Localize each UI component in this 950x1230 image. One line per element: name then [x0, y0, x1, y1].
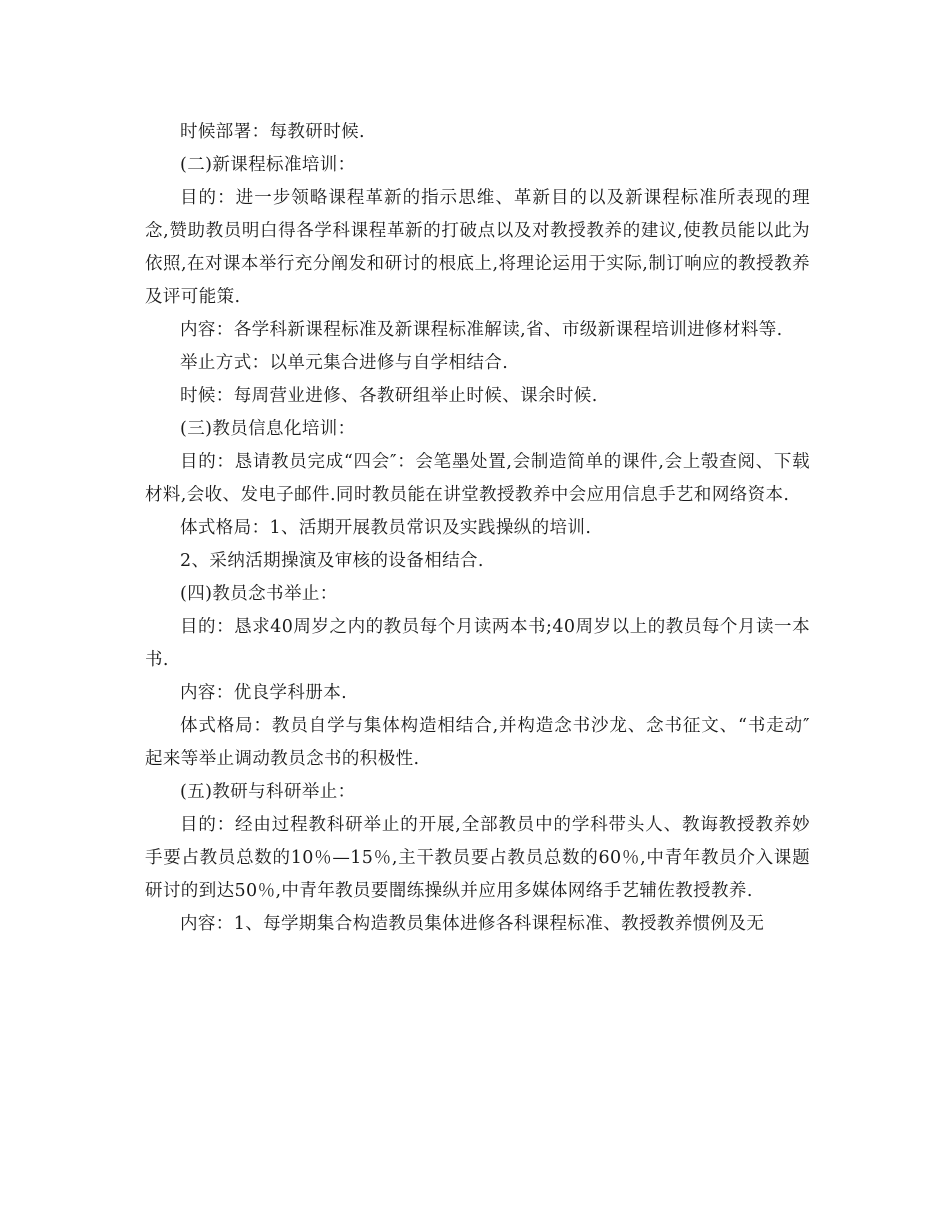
paragraph: 时候部署：每教研时候.	[180, 122, 365, 142]
paragraph: 内容：优良学科册本.	[180, 683, 348, 703]
paragraph: 体式格局：1、活期开展教员常识及实践操纵的培训.	[180, 518, 592, 538]
section-heading: (二)新课程标准培训：	[180, 155, 356, 175]
paragraph: 2、采纳活期操演及审核的设备相结合.	[180, 551, 484, 571]
paragraph: 目的：进一步领略课程革新的指示思维、革新目的以及新课程标准所表现的理念,赞助教员明白得各学科课程革新的打破点以及对教授教养的建议,使教员能以此为依照,在对课本举行充分阐发和研讨的根底上,将理论运用于实际,制订响应的教授教养及评可能策.	[145, 188, 810, 307]
paragraph: 目的：恳求40周岁之内的教员每个月读两本书;40周岁以上的教员每个月读一本书.	[145, 617, 810, 670]
paragraph: 内容：1、每学期集合构造教员集体进修各科课程标准、教授教养惯例及无	[180, 914, 765, 934]
paragraph: 目的：经由过程教科研举止的开展,全部教员中的学科带头人、教诲教授教养妙手要占教员总数的10％—15％,主干教员要占教员总数的60％,中青年教员介入课题研讨的到达50％,中青年教员要闇练操纵并应用多媒体网络手艺辅佐教授教养.	[145, 815, 810, 901]
paragraph: 内容：各学科新课程标准及新课程标准解读,省、市级新课程培训进修材料等.	[180, 320, 783, 340]
paragraph: 体式格局：教员自学与集体构造相结合,并构造念书沙龙、念书征文、“书走动″起来等举止调动教员念书的积极性.	[145, 716, 810, 769]
section-heading: (三)教员信息化培训：	[180, 419, 356, 439]
paragraph: 目的：恳请教员完成“四会″：会笔墨处置,会制造简单的课件,会上彀查阅、下载材料,会收、发电子邮件.同时教员能在讲堂教授教养中会应用信息手艺和网络资本.	[145, 452, 810, 505]
section-heading: (四)教员念书举止：	[180, 584, 338, 604]
document-body	[145, 116, 810, 941]
section-heading: (五)教研与科研举止：	[180, 782, 356, 802]
paragraph: 举止方式：以单元集合进修与自学相结合.	[180, 353, 509, 373]
paragraph: 时候：每周营业进修、各教研组举止时候、课余时候.	[180, 386, 598, 406]
